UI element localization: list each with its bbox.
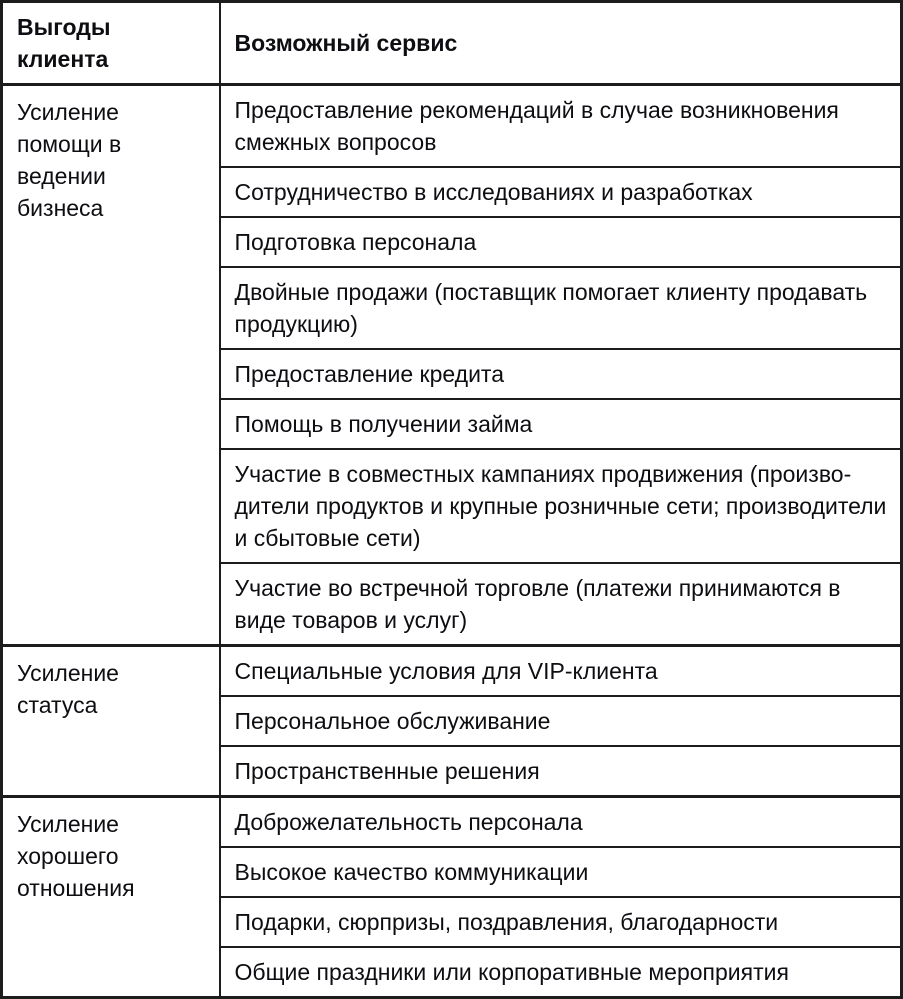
benefit-cell-good-relations [2,797,220,998]
group-good-relations [2,797,902,998]
table-row [2,646,902,697]
benefit-cell-status [2,646,220,797]
service-cell: Общие праздники или корпоративные мероприятия [220,947,902,998]
header-row [2,2,902,85]
service-cell: Предоставление кредита [220,349,902,399]
service-cell: Помощь в получении займа [220,399,902,449]
service-cell: Участие в совместных кампаниях продвижения (производители продуктов и крупные розничные сети; производители и сбытовые сети) [220,449,902,563]
table-header [2,2,902,85]
column-header-service: Возможный сервис [220,2,902,85]
benefit-label: Усиление помощи в ведении бизнеса [17,99,122,221]
table-row [2,797,902,848]
benefit-label: Усиление хорошего отношения [17,811,135,901]
benefit-label: Усиление статуса [17,660,119,718]
group-status [2,646,902,797]
service-cell: Подготовка персонала [220,217,902,267]
column-header-benefits: Выгоды клиента [2,2,220,85]
service-cell: Специальные условия для VIP-клиента [220,646,902,697]
service-cell: Предоставление рекомендаций в случае возникновения смежных вопросов [220,85,902,168]
table-row [2,85,902,168]
service-cell: Участие во встречной торговле (платежи принимаются в виде товаров и услуг) [220,563,902,646]
service-cell: Двойные продажи (поставщик помогает клиенту продавать продукцию) [220,267,902,349]
service-cell: Высокое качество коммуникации [220,847,902,897]
service-cell: Подарки, сюрпризы, поздравления, благодарности [220,897,902,947]
group-business-help [2,85,902,646]
service-cell: Доброжелательность персонала [220,797,902,848]
service-cell: Пространственные решения [220,746,902,797]
benefit-cell-business-help [2,85,220,646]
service-cell: Сотрудничество в исследованиях и разработках [220,167,902,217]
service-cell: Персональное обслуживание [220,696,902,746]
